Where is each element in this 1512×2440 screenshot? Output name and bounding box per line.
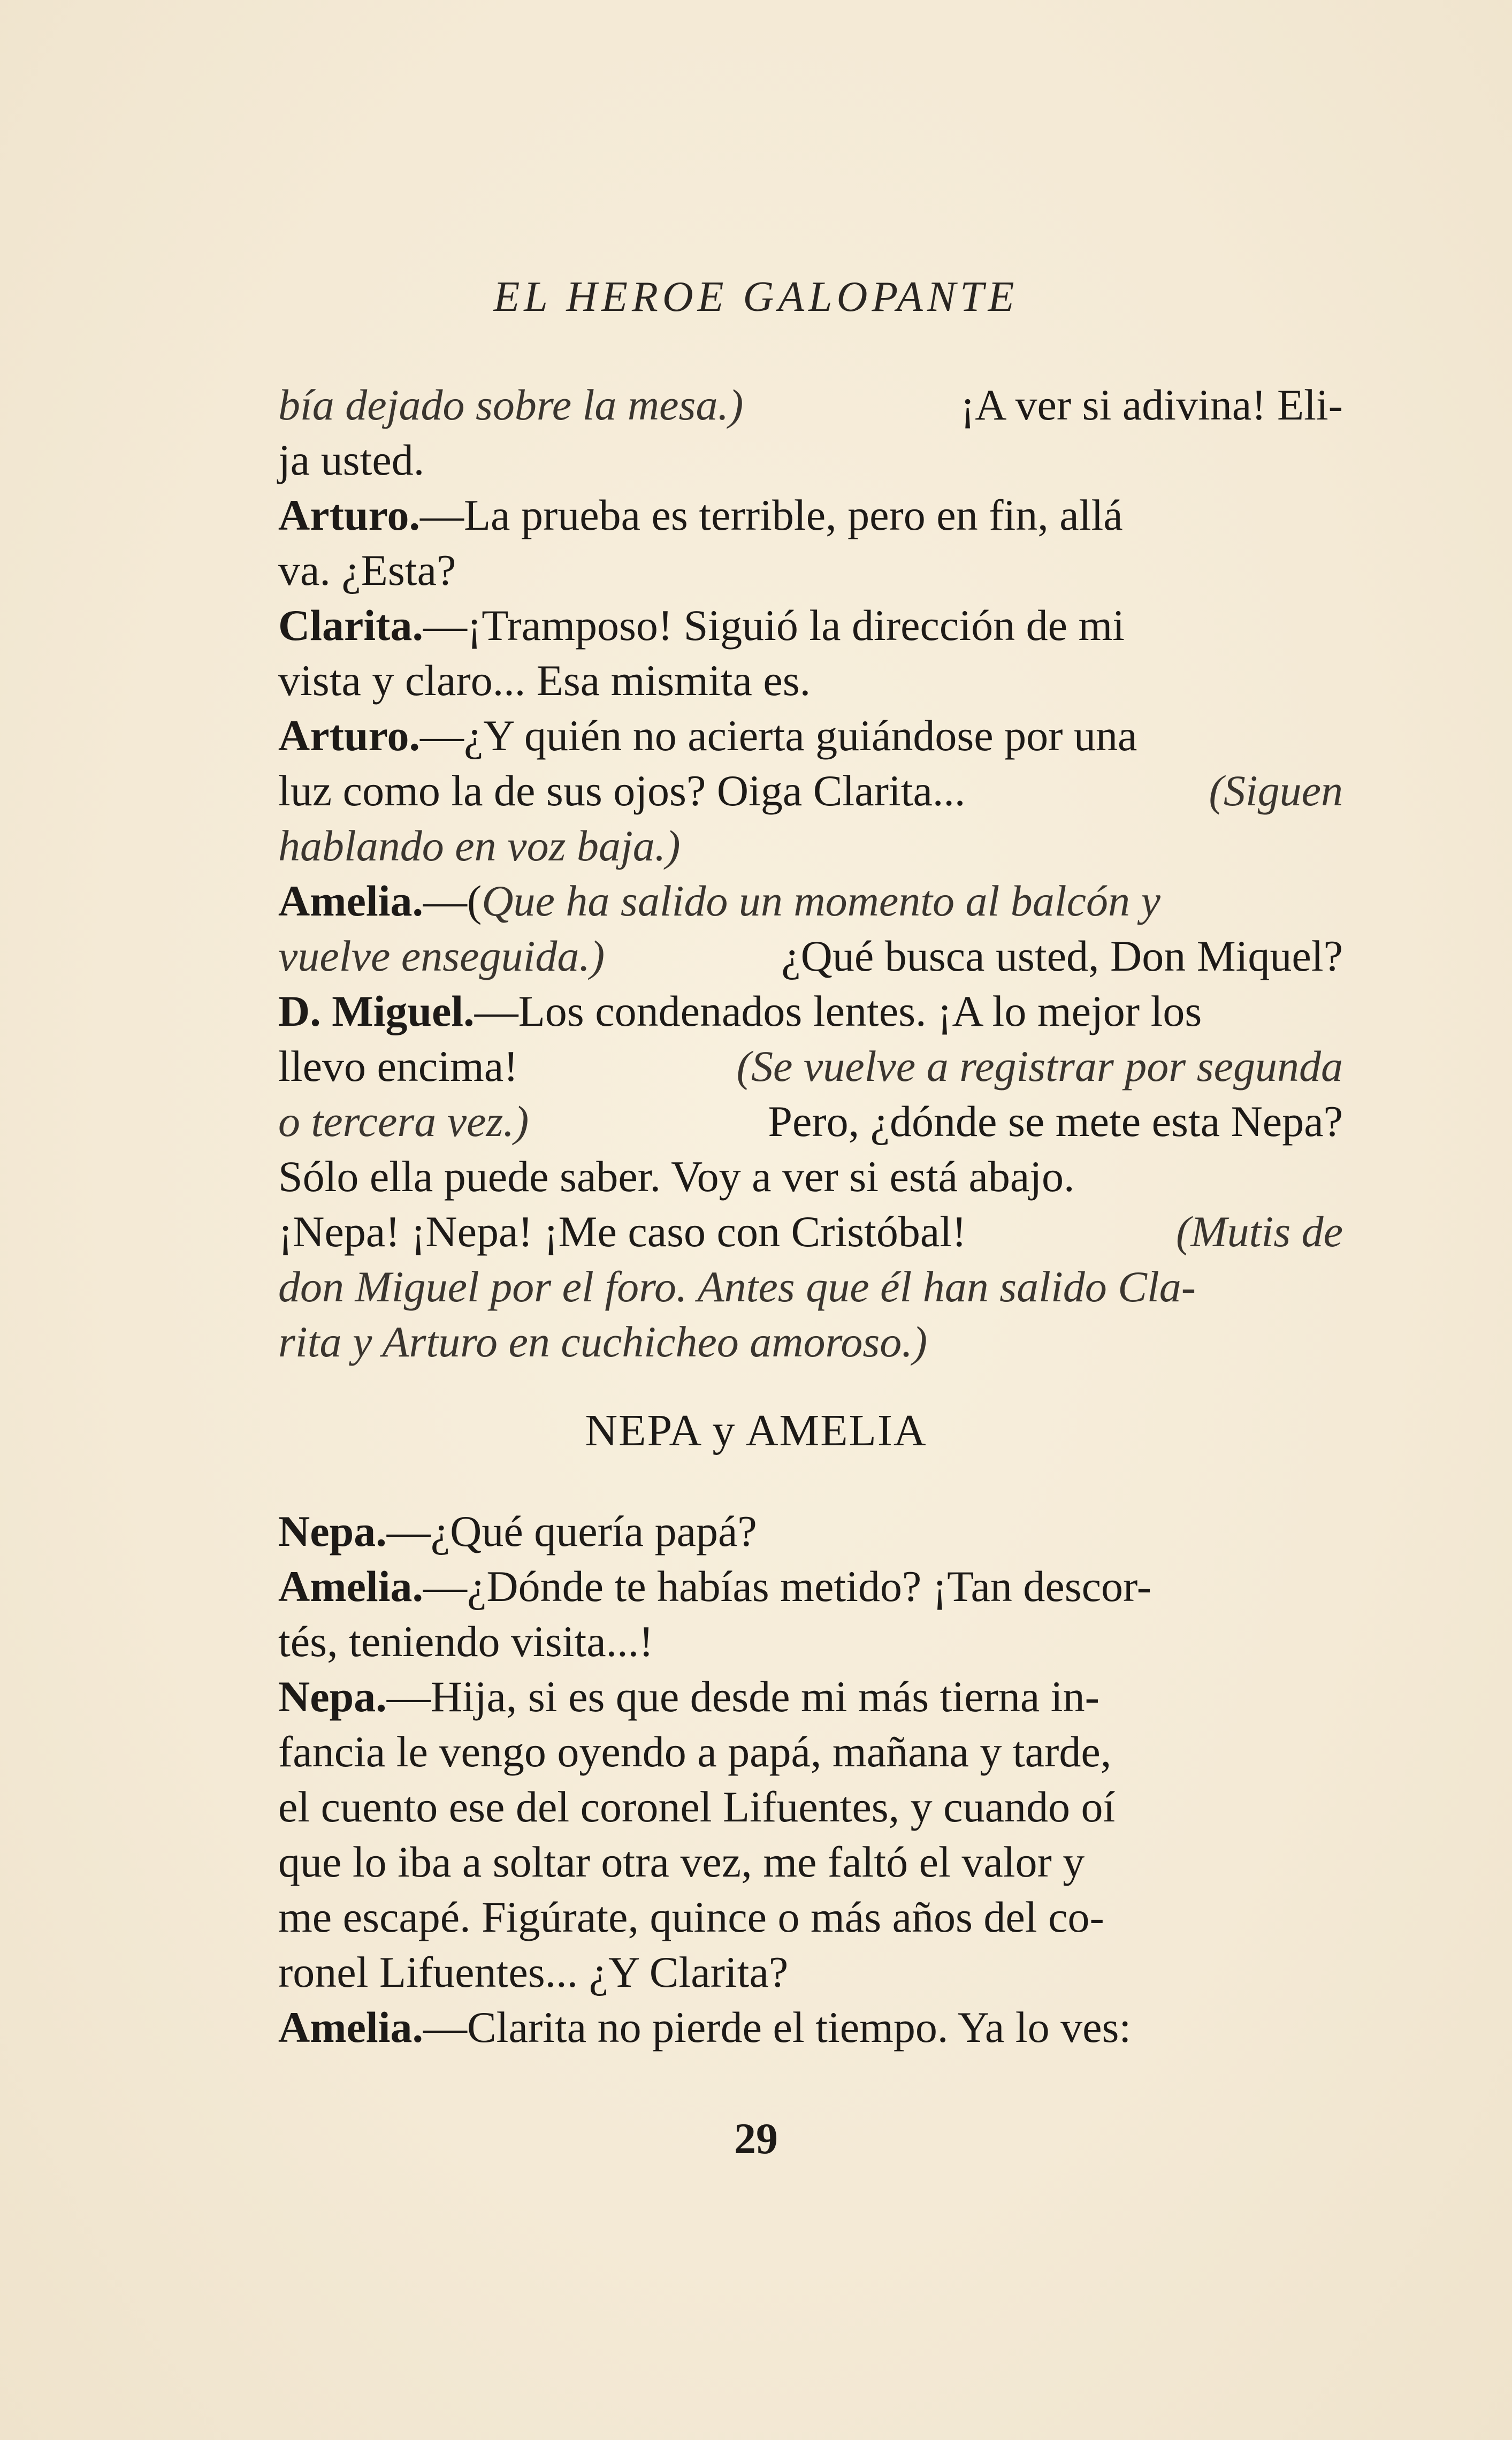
- dialogue: fancia le vengo oyendo a papá, mañana y tarde,: [278, 1727, 1112, 1776]
- text-block-1: [278, 377, 1343, 1369]
- text-line: [278, 1614, 1343, 1669]
- dialogue: —¿Dónde te habías metido? ¡Tan descor-: [423, 1562, 1152, 1611]
- text-line: [278, 1889, 1343, 1945]
- stage-direction: o tercera vez.): [278, 1097, 529, 1146]
- dialogue: —Clarita no pierde el tiempo. Ya lo ves:: [423, 2003, 1132, 2052]
- text-line: [278, 1314, 1343, 1369]
- text-line: [278, 1779, 1343, 1834]
- text-line: [278, 1504, 1343, 1559]
- speaker-name: Arturo.: [278, 491, 420, 539]
- text-line: [278, 1259, 1343, 1314]
- text-line: [278, 1204, 1343, 1259]
- dialogue: —Los condenados lentes. ¡A lo mejor los: [474, 987, 1202, 1035]
- stage-direction: (Se vuelve a registrar por segunda: [736, 1042, 1343, 1091]
- speaker-name: Amelia.: [278, 1562, 423, 1611]
- dialogue: tés, teniendo visita...!: [278, 1617, 654, 1666]
- speaker-name: D. Miguel.: [278, 987, 475, 1035]
- dialogue: ¿Qué busca usted, Don Miquel?: [781, 932, 1343, 980]
- speaker-name: Clarita.: [278, 601, 423, 650]
- text-line: [278, 1724, 1343, 1779]
- speaker-name: Nepa.: [278, 1507, 387, 1556]
- stage-direction: (Mutis de: [1176, 1207, 1343, 1256]
- text-line: [278, 432, 1343, 487]
- text-line: [278, 708, 1343, 763]
- text-line: [278, 487, 1343, 543]
- dialogue: vista y claro... Esa mismita es.: [278, 656, 811, 705]
- stage-direction: bía dejado sobre la mesa.): [278, 380, 744, 429]
- stage-direction: hablando en voz baja.): [278, 821, 681, 870]
- dialogue: ¡Nepa! ¡Nepa! ¡Me caso con Cristóbal!: [278, 1207, 967, 1256]
- dialogue: me escapé. Figúrate, quince o más años del co-: [278, 1893, 1104, 1941]
- dialogue: ja usted.: [278, 436, 425, 484]
- dialogue: —¿Y quién no acierta guiándose por una: [419, 711, 1137, 760]
- dialogue: ronel Lifuentes... ¿Y Clarita?: [278, 1948, 789, 1996]
- page-number: 29: [734, 2114, 778, 2163]
- text-line: [278, 1945, 1343, 2000]
- stage-direction: don Miguel por el foro. Antes que él han salido Cla-: [278, 1262, 1196, 1311]
- dialogue: Sólo ella puede saber. Voy a ver si está abajo.: [278, 1152, 1075, 1201]
- stage-direction: rita y Arturo en cuchicheo amoroso.): [278, 1317, 928, 1366]
- dialogue: el cuento ese del coronel Lifuentes, y cuando oí: [278, 1782, 1116, 1831]
- text-line: [278, 1834, 1343, 1889]
- speaker-name: Amelia.: [278, 2003, 423, 2052]
- scene-heading: NEPA y AMELIA: [585, 1406, 927, 1455]
- text-line: [278, 1559, 1343, 1614]
- dialogue: —¿Qué quería papá?: [386, 1507, 757, 1556]
- text-line: [278, 1039, 1343, 1094]
- text-line: [278, 928, 1343, 983]
- speaker-name: Amelia.: [278, 876, 423, 925]
- dialogue: —Hija, si es que desde mi más tierna in-: [386, 1672, 1099, 1721]
- text-line: [278, 2000, 1343, 2055]
- text-line: [278, 873, 1343, 928]
- dialogue: va. ¿Esta?: [278, 546, 456, 594]
- text-line: [278, 543, 1343, 598]
- dialogue: —¡Tramposo! Siguió la dirección de mi: [423, 601, 1125, 650]
- text-line: [278, 377, 1343, 432]
- dialogue: —La prueba es terrible, pero en fin, allá: [419, 491, 1123, 539]
- stage-direction: Que ha salido un momento al balcón y: [482, 876, 1160, 925]
- dialogue: llevo encima!: [278, 1042, 518, 1091]
- text-line: [278, 653, 1343, 708]
- text-block-2: [278, 1504, 1343, 2055]
- text-line: [278, 1149, 1343, 1204]
- speaker-name: Arturo.: [278, 711, 420, 760]
- dialogue: —(: [423, 876, 482, 925]
- dialogue: Pero, ¿dónde se mete esta Nepa?: [768, 1097, 1343, 1146]
- running-head: EL HEROE GALOPANTE: [493, 273, 1019, 321]
- dialogue: ¡A ver si adivina! Eli-: [960, 380, 1343, 429]
- speaker-name: Nepa.: [278, 1672, 387, 1721]
- dialogue: que lo iba a soltar otra vez, me faltó el valor y: [278, 1837, 1085, 1886]
- dialogue: luz como la de sus ojos? Oiga Clarita...: [278, 766, 966, 815]
- text-line: [278, 818, 1343, 873]
- stage-direction: vuelve enseguida.): [278, 932, 605, 980]
- text-line: [278, 598, 1343, 653]
- text-line: [278, 1669, 1343, 1724]
- text-line: [278, 983, 1343, 1039]
- stage-direction: (Siguen: [1209, 766, 1343, 815]
- text-line: [278, 763, 1343, 818]
- text-line: [278, 1094, 1343, 1149]
